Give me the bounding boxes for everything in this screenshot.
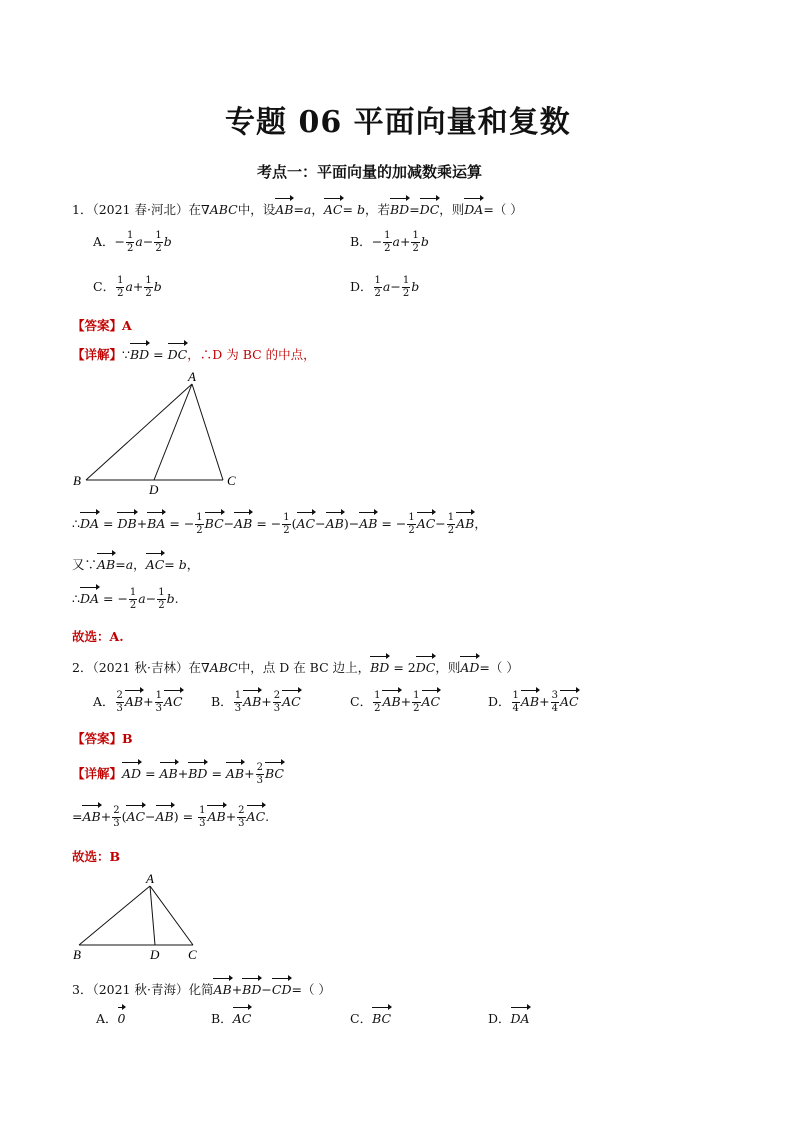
q2-option-c[interactable]: C． $\frac{1}{2}$ AB+ $\frac{1}{2}$ AC (350, 690, 441, 714)
q2-detail-line2: =AB+ $\frac{2}{3}$ (AC−AB) = $\frac{1}{3}$ AB+ $\frac{2}{3}$ AC. (72, 805, 270, 829)
q1-also-line: 又∵AB=a，AC= b， (72, 551, 199, 573)
side-ab (86, 384, 192, 480)
q3-option-b[interactable]: B．AC (211, 1005, 251, 1027)
q1-option-c[interactable]: C． $\frac{1}{2}$ a+ $\frac{1}{2}$ b (93, 275, 162, 299)
point-d-label: D (150, 947, 160, 962)
q3-option-c[interactable]: C．BC (350, 1005, 391, 1027)
triangle-figure-2 (70, 872, 210, 964)
vertex-b-label: B (73, 947, 81, 962)
vector-AC: AC (324, 196, 343, 217)
q2-option-b[interactable]: B． $\frac{1}{3}$ AB+ $\frac{2}{3}$ AC (211, 690, 301, 714)
q2-option-a[interactable]: A． $\frac{2}{3}$ AB+ $\frac{1}{3}$ AC (93, 690, 183, 714)
median-ad (154, 384, 192, 480)
vertex-a-label: A (146, 872, 154, 886)
page-title: 专题 06 平面向量和复数 (225, 105, 571, 140)
q1-derivation: ∴DA = DB+BA = − $\frac{1}{2}$ BC−AB = − $\frac{1}{2}$ (AC−AB)−AB = − $\frac{1}{2}$ AC− $\frac{1}{2}$ AB， (72, 512, 487, 536)
vertex-b-label: B (73, 473, 81, 488)
side-ac (150, 886, 193, 945)
q1-option-d[interactable]: D． $\frac{1}{2}$ a− $\frac{1}{2}$ b (350, 275, 420, 299)
vertex-a-label: A (188, 369, 196, 384)
section-heading: 考点一：平面向量的加减数乘运算 (257, 163, 483, 181)
q2-option-d[interactable]: D． $\frac{1}{4}$ AB+ $\frac{3}{4}$ AC (488, 690, 579, 714)
q1-option-b[interactable]: B．− $\frac{1}{2}$ a+ $\frac{1}{2}$ b (350, 230, 429, 254)
vertex-c-label: C (227, 473, 236, 488)
q2-answer: 【答案】B (72, 731, 133, 746)
vertex-c-label: C (188, 947, 197, 962)
side-ab (79, 886, 150, 945)
q3-option-a[interactable]: A．0 (96, 1005, 125, 1027)
segment-ad (150, 886, 155, 945)
side-ac (192, 384, 223, 480)
question-2-stem: 2．（2021 秋·吉林）在∇ABC中，点 D 在 BC 边上，BD = 2DC，则AD=（ ） (72, 654, 519, 676)
q1-detail: 【详解】∵BD = DC，∴D 为 BC 的中点， (72, 341, 316, 363)
q2-detail: 【详解】AD = AB+BD = AB+ $\frac{2}{3}$ BC (72, 762, 284, 786)
q2-choose: 故选：B (72, 849, 121, 864)
q3-option-d[interactable]: D．DA (488, 1005, 530, 1027)
triangle-figure-1 (70, 368, 250, 498)
q1-choose: 故选：A. (72, 629, 124, 644)
vector-AB: AB (275, 196, 293, 217)
q1-final-line: ∴DA = − $\frac{1}{2}$ a− $\frac{1}{2}$ b. (72, 587, 179, 611)
vector-DA: DA (464, 196, 483, 217)
point-d-label: D (149, 482, 159, 497)
q1-answer: 【答案】A (72, 318, 132, 333)
vector-DC: DC (420, 196, 440, 217)
q1-option-a[interactable]: A．− $\frac{1}{2}$ a− $\frac{1}{2}$ b (93, 230, 172, 254)
question-1-stem: 1．（2021 春·河北）在∇ABC中，设AB=a，AC= b，若BD=DC，则DA=（ ） (72, 196, 523, 218)
question-3-stem: 3．（2021 秋·青海）化简AB+BD−CD=（ ） (72, 976, 331, 998)
vector-BD: BD (390, 196, 409, 217)
